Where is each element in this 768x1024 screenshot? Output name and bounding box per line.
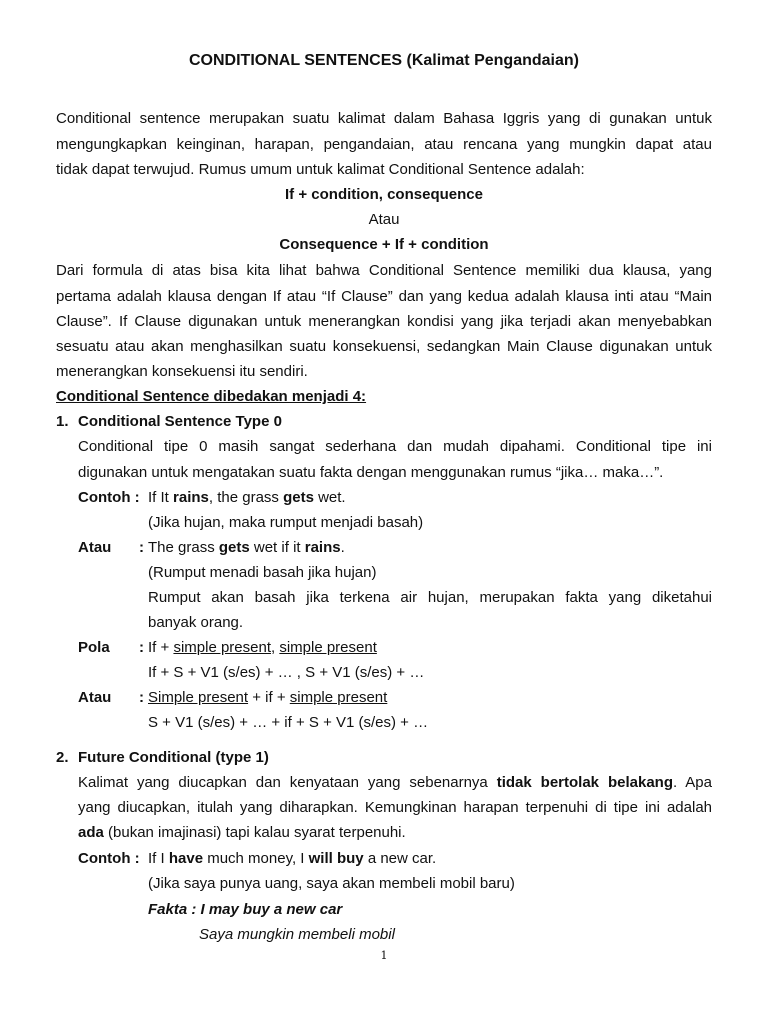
- para2-line-5: menerangkan konsekuensi itu sendiri.: [56, 363, 308, 380]
- type1-example-1-translation: (Jika saya punya uang, saya akan membeli mobil baru): [148, 875, 515, 892]
- type0-pola-2-formula: S + V1 (s/es) + … + if + S + V1 (s/es) + …: [148, 714, 429, 731]
- para2-line-3: Clause”. If Clause digunakan untuk menerangkan kondisi yang jika terjadi akan menyebabkan: [56, 313, 712, 330]
- para2-line-2: pertama adalah klausa dengan If atau “If Clause” dan yang kedua adalah klausa inti atau “Main: [56, 288, 712, 305]
- section-heading: Conditional Sentence dibedakan menjadi 4:: [56, 388, 367, 405]
- type0-atau-label: Atau: [78, 539, 112, 556]
- type1-example-1: If I have much money, I will buy a new car.: [148, 850, 437, 867]
- page-title: CONDITIONAL SENTENCES (Kalimat Pengandaian): [189, 52, 579, 69]
- type1-desc-line-1: Kalimat yang diucapkan dan kenyataan yang sebenarnya tidak bertolak belakang. Apa: [78, 774, 712, 791]
- type0-note-line-2: banyak orang.: [148, 614, 244, 631]
- type0-pola-label: Pola: [78, 639, 110, 656]
- formula-2: Consequence + If + condition: [279, 236, 489, 253]
- type0-atau2-colon: :: [139, 689, 144, 706]
- page-number: 1: [380, 949, 388, 962]
- type1-fakta-translation: Saya mungkin membeli mobil: [199, 926, 395, 943]
- type0-contoh-label: Contoh :: [78, 489, 140, 506]
- type0-desc-line-2: digunakan untuk mengatakan suatu fakta dengan menggunakan rumus “jika… maka…”.: [78, 464, 664, 481]
- type1-contoh-label: Contoh :: [78, 850, 140, 867]
- type0-heading: Conditional Sentence Type 0: [78, 413, 282, 430]
- type1-desc-line-2: yang diucapkan, itulah yang diharapkan. Kemungkinan harapan terpenuhi di tipe ini adalah: [78, 799, 712, 816]
- type0-note-line-1: Rumput akan basah jika terkena air hujan, merupakan fakta yang diketahui: [148, 589, 712, 606]
- type0-desc-line-1: Conditional tipe 0 masih sangat sederhana dan mudah dipahami. Conditional tipe ini: [78, 438, 712, 455]
- type1-number: 2.: [56, 749, 69, 766]
- formula-1: If + condition, consequence: [285, 186, 483, 203]
- type1-heading: Future Conditional (type 1): [78, 749, 269, 766]
- type0-pola-2: Simple present + if + simple present: [148, 689, 388, 706]
- type1-desc-line-3: ada (bukan imajinasi) tapi kalau syarat terpenuhi.: [78, 824, 406, 841]
- type0-atau-colon: :: [139, 539, 144, 556]
- type0-atau2-label: Atau: [78, 689, 112, 706]
- intro-line-1: Conditional sentence merupakan suatu kalimat dalam Bahasa Iggris yang di gunakan untuk: [56, 110, 712, 127]
- intro-line-3: tidak dapat terwujud. Rumus umum untuk kalimat Conditional Sentence adalah:: [56, 161, 585, 178]
- type0-pola-1-formula: If + S + V1 (s/es) + … , S + V1 (s/es) + …: [148, 664, 425, 681]
- type0-pola-colon: :: [139, 639, 144, 656]
- para2-line-1: Dari formula di atas bisa kita lihat bahwa Conditional Sentence memiliki dua klausa, yang: [56, 262, 712, 279]
- type1-fakta: Fakta : I may buy a new car: [148, 901, 343, 918]
- type0-example-1-translation: (Jika hujan, maka rumput menjadi basah): [148, 514, 424, 531]
- type0-example-1: If It rains, the grass gets wet.: [148, 489, 346, 506]
- para2-line-4: sesuatu atau akan menghasilkan suatu konsekuensi, sedangkan Main Clause digunakan untuk: [56, 338, 712, 355]
- type0-example-2-translation: (Rumput menadi basah jika hujan): [148, 564, 377, 581]
- type0-number: 1.: [56, 413, 69, 430]
- type0-example-2: The grass gets wet if it rains.: [148, 539, 345, 556]
- formula-atau: Atau: [368, 211, 400, 228]
- type0-pola-1: If + simple present, simple present: [148, 639, 377, 656]
- intro-line-2: mengungkapkan keinginan, harapan, pengandaian, atau rencana yang mungkin dapat atau: [56, 136, 712, 153]
